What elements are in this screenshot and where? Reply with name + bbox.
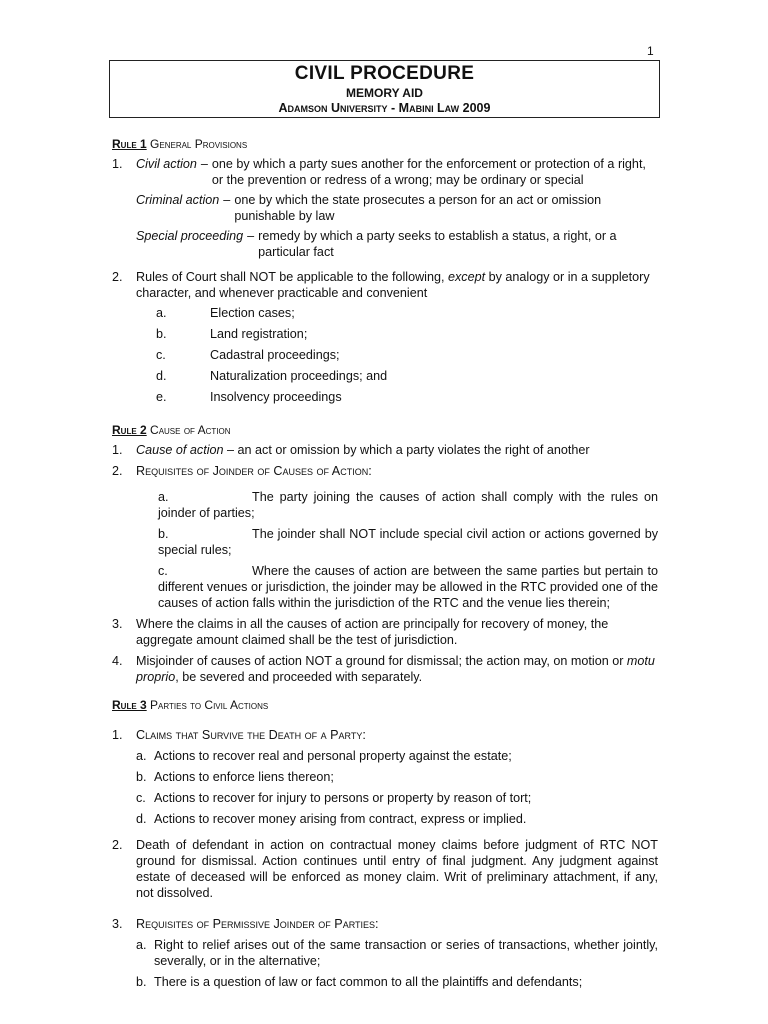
text-part: by analogy or in a suppletory character, and whenever practicable and convenient xyxy=(136,270,650,300)
definition-criminal-action xyxy=(136,192,658,224)
list-text: Cadastral proceedings; xyxy=(210,348,340,362)
list-text: Actions to recover real and personal property against the estate; xyxy=(154,749,512,763)
item-heading: Requisites of Joinder of Causes of Action: xyxy=(136,464,372,478)
rule-number: Rule 3 xyxy=(112,698,147,712)
list-letter: b. xyxy=(136,770,147,784)
rule-2-item-4 xyxy=(112,653,658,685)
definition-term: Criminal action xyxy=(136,193,220,207)
list-text: Actions to recover for injury to persons or property by reason of tort; xyxy=(154,791,532,805)
definition-text: remedy by which a party seeks to establish a status, a right, or a particular fact xyxy=(258,229,617,259)
list-item xyxy=(136,811,658,827)
rule-3-heading xyxy=(112,697,658,713)
item-text xyxy=(136,269,658,301)
definition-dash: – xyxy=(223,193,231,207)
list-item xyxy=(112,526,658,558)
text-part: , be severed and proceeded with separately. xyxy=(175,670,423,684)
title-box xyxy=(109,60,660,118)
definition-dash: – xyxy=(247,229,255,243)
item-number: 1. xyxy=(112,728,123,742)
university-line: Adamson University - Mabini Law 2009 xyxy=(278,101,491,115)
list-text: Insolvency proceedings xyxy=(210,390,342,404)
list-text: Actions to recover money arising from contract, express or implied. xyxy=(154,812,527,826)
item-number: 3. xyxy=(112,617,123,631)
list-item xyxy=(136,389,658,405)
list-letter: c. xyxy=(136,791,146,805)
list-item xyxy=(112,489,658,521)
definition-term: Civil action xyxy=(136,157,197,171)
definition-term: Special proceeding xyxy=(136,229,244,243)
item-number: 2. xyxy=(112,838,123,852)
item-number: 1. xyxy=(112,157,123,171)
list-item xyxy=(136,937,658,969)
text-part: Misjoinder of causes of action NOT a ground for dismissal; the action may, on motion or xyxy=(136,654,624,668)
rule-3-item-1 xyxy=(112,727,658,832)
rule-3-item-3 xyxy=(112,916,658,995)
list-letter: a. xyxy=(136,749,147,763)
rule-number: Rule 1 xyxy=(112,137,147,151)
list-item xyxy=(136,790,658,806)
rule-name: Cause of Action xyxy=(150,423,231,437)
rule-2-item-1 xyxy=(112,442,658,458)
list-text: There is a question of law or fact common to all the plaintiffs and defendants; xyxy=(154,975,583,989)
text-italic: except xyxy=(447,270,486,284)
rule-1-item-2 xyxy=(112,269,658,410)
list-item xyxy=(136,974,658,990)
list-letter: d. xyxy=(136,812,147,826)
document-title: CIVIL PROCEDURE xyxy=(294,63,475,84)
list-item xyxy=(136,368,658,384)
rule-name: Parties to Civil Actions xyxy=(150,698,269,712)
item-text: Death of defendant in action on contractual money claims before judgment of RTC NOT ground for dismissal. Action continues until entry of final judgment. Any judgment against estate of deceased will be enforced as money claim. Writ of preliminary attachment, if any, not dissolved. xyxy=(136,838,658,900)
document-subtitle: MEMORY AID xyxy=(346,86,423,100)
item-heading: Claims that Survive the Death of a Party: xyxy=(136,728,366,742)
definition-term: Cause of action xyxy=(136,443,224,457)
item-heading: Requisites of Permissive Joinder of Parties: xyxy=(136,917,379,931)
definition-text: one by which a party sues another for the enforcement or protection of a right, or the prevention or redress of a wrong; may be ordinary or special xyxy=(211,157,646,187)
list-letter: a. xyxy=(136,938,147,952)
list-text: Naturalization proceedings; and xyxy=(210,369,388,383)
rule-number: Rule 2 xyxy=(112,423,147,437)
document-body xyxy=(112,128,658,1000)
list-letter: a. xyxy=(158,490,169,504)
list-text: Land registration; xyxy=(210,327,308,341)
rule-name: General Provisions xyxy=(150,137,248,151)
page-number: 1 xyxy=(647,44,654,58)
list-letter: b. xyxy=(136,975,147,989)
rule-2-item-2 xyxy=(112,463,658,484)
list-item xyxy=(136,305,658,321)
text-part: Rules of Court shall NOT be applicable to the following, xyxy=(136,270,445,284)
list-letter: c. xyxy=(158,564,168,578)
item-number: 1. xyxy=(112,443,123,457)
rule-2-item-3 xyxy=(112,616,658,648)
item-text xyxy=(136,653,658,685)
item-number: 3. xyxy=(112,917,123,931)
list-item xyxy=(136,748,658,764)
list-text: The party joining the causes of action shall comply with the rules on joinder of parties; xyxy=(158,490,658,520)
item-number: 4. xyxy=(112,654,123,668)
rule-3-item-2 xyxy=(112,837,658,901)
list-text: Actions to enforce liens thereon; xyxy=(154,770,334,784)
list-item xyxy=(136,347,658,363)
list-item xyxy=(112,563,658,611)
definition-dash: – xyxy=(200,157,208,171)
definition-special-proceeding xyxy=(136,228,658,260)
list-text: Right to relief arises out of the same transaction or series of transactions, whether jointly, severally, or in the alternative; xyxy=(154,938,658,968)
list-text: The joinder shall NOT include special civil action or actions governed by special rules; xyxy=(158,527,658,557)
list-letter: b. xyxy=(158,527,169,541)
rule-2-heading xyxy=(112,422,658,438)
list-letter: e. xyxy=(156,390,167,404)
item-number: 2. xyxy=(112,464,123,478)
item-number: 2. xyxy=(112,270,123,284)
rule-1-heading xyxy=(112,136,658,152)
list-text: Election cases; xyxy=(210,306,295,320)
list-letter: d. xyxy=(156,369,167,383)
rule-1-item-1 xyxy=(112,156,658,264)
list-item xyxy=(136,769,658,785)
list-letter: c. xyxy=(156,348,166,362)
definition-civil-action xyxy=(136,156,658,188)
list-letter: a. xyxy=(156,306,167,320)
list-text: Where the causes of action are between the same parties but pertain to different venues or jurisdiction, the joinder may be allowed in the RTC provided one of the causes of action falls within the jurisdiction of the RTC and the venue lies therein; xyxy=(158,564,658,610)
list-letter: b. xyxy=(156,327,167,341)
list-item xyxy=(136,326,658,342)
definition-text: – an act or omission by which a party violates the right of another xyxy=(227,443,590,457)
text-italic: motu proprio xyxy=(136,654,655,684)
definition-text: one by which the state prosecutes a person for an act or omission punishable by law xyxy=(234,193,602,223)
item-text: Where the claims in all the causes of action are principally for recovery of money, the aggregate amount claimed shall be the test of jurisdiction. xyxy=(136,617,609,647)
